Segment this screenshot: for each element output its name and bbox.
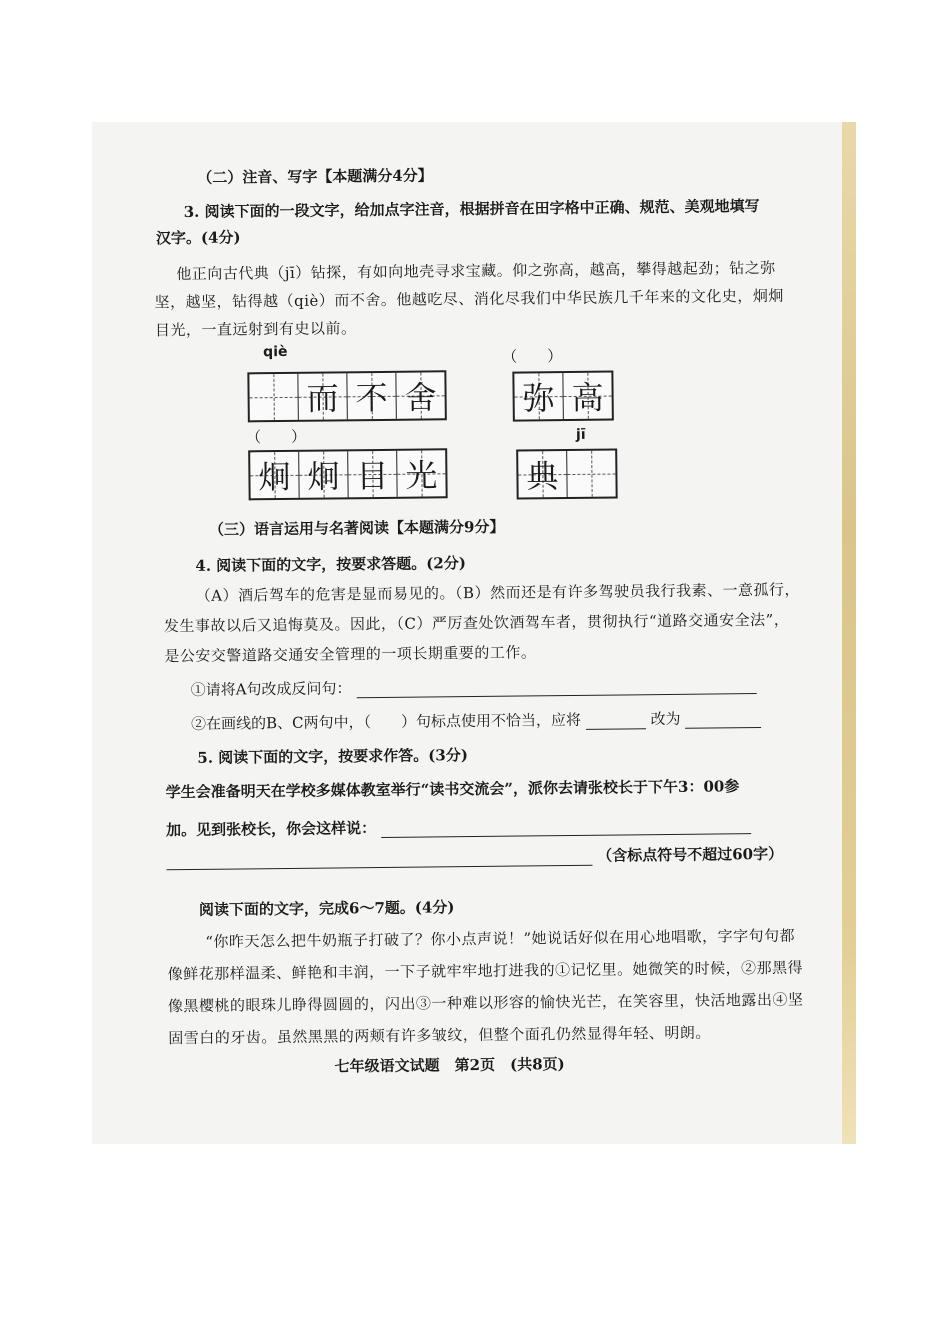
- q5-passage-text: 加。见到张校长，你会这样说：: [166, 819, 377, 840]
- q3-passage-line2: 坚，越坚，钻得越（qiè）而不舍。他越吃尽、消化尽我们中华民族几千年来的文化史，炯炯: [154, 286, 784, 312]
- q4-passage-line1: （A）酒后驾车的危害是显而易见的。（B）然而还是有许多驾驶员我行我素、一意孤行，: [195, 580, 801, 605]
- answer-line[interactable]: [685, 713, 761, 729]
- q4-subquestion-2-label: ②在画线的B、C两句中，（ ）句标点使用不恰当，应将: [190, 710, 582, 733]
- tianzige-row-qie-er-bu-she: [247, 370, 447, 422]
- pinyin-blank-mi: （ ）: [502, 347, 563, 366]
- section3-title: （三）语言运用与名著阅读【本题满分9分】: [208, 517, 505, 539]
- reading-instruction: 阅读下面的文字，完成6～7题。(4分): [198, 898, 455, 919]
- q5-answer-row-2: [166, 843, 783, 870]
- q4-passage-line3: 是公安交警道路交通安全管理的一项长期重要的工作。: [164, 643, 537, 666]
- q4-subquestion-2-label-b: 改为: [650, 709, 681, 729]
- answer-line[interactable]: [381, 819, 751, 838]
- q4-subquestion-1-label: ①请将A句改成反问句：: [190, 679, 352, 699]
- page-edge-strip: [842, 122, 856, 1144]
- q3-instruction-line2: 汉字。(4分): [155, 228, 241, 248]
- tianzige-cell: 炯: [250, 452, 299, 499]
- q4-subquestion-2: [191, 707, 762, 734]
- pinyin-qie: qiè: [263, 343, 288, 361]
- q4-subquestion-1: [191, 673, 757, 700]
- tianzige-cell: 高: [563, 373, 611, 420]
- q5-word-limit-note: （含标点符号不超过60字）: [597, 844, 784, 865]
- answer-line[interactable]: [586, 714, 646, 730]
- tianzige-row-jiong-jiong-mu-guang: [248, 448, 448, 500]
- tianzige-cell: 光: [397, 450, 445, 497]
- reading-passage-line1: “你昨天怎么把牛奶瓶子打破了？你小点声说！”她说话好似在用心地唱歌，字字句句都: [205, 926, 796, 951]
- reading-passage-line2: 像鲜花那样温柔、鲜艳和丰润，一下子就牢牢地打进我的①记忆里。她微笑的时候，②那黑得: [167, 958, 804, 984]
- tianzige-cell: 舍: [396, 372, 444, 419]
- q3-passage-line1: 他正向古代典（jī）钻探，有如向地壳寻求宝藏。仰之弥高，越高，攀得越起劲；钻之弥: [176, 258, 776, 284]
- reading-passage-line3: 像黑樱桃的眼珠儿睁得圆圆的，闪出③一种难以形容的愉快光芒，在笑容里，快活地露出④坚: [167, 990, 804, 1016]
- tianzige-cell: 而: [298, 373, 347, 420]
- tianzige-row-mi-gao: [512, 371, 614, 422]
- q3-passage-line3: 目光，一直远射到有史以前。: [154, 319, 357, 340]
- answer-line[interactable]: [166, 851, 592, 870]
- tianzige-cell: 目: [348, 451, 397, 498]
- tianzige-cell: 不: [347, 373, 396, 420]
- tianzige-cell-empty[interactable]: [249, 374, 298, 421]
- q5-passage-line2: [166, 813, 751, 840]
- q4-passage-line2: 发生事故以后又追悔莫及。因此，（C）严厉查处饮酒驾车者，贯彻执行“道路交通安全法”，: [163, 610, 790, 636]
- tianzige-cell-empty[interactable]: [567, 451, 615, 498]
- exam-page: [125, 146, 825, 1103]
- q4-instruction: 4. 阅读下面的文字，按要求答题。(2分): [195, 554, 466, 575]
- tianzige-row-dian: [516, 449, 618, 500]
- section2-title: （二）注音、写字【本题满分4分】: [197, 166, 433, 187]
- q3-instruction-line1: 3. 阅读下面的一段文字，给加点字注音，根据拼音在田字格中正确、规范、美观地填写: [183, 196, 760, 222]
- tianzige-cell: 典: [518, 451, 567, 498]
- tianzige-cell: 弥: [514, 373, 563, 420]
- answer-line[interactable]: [356, 679, 756, 698]
- q5-instruction: 5. 阅读下面的文字，按要求作答。(3分): [197, 746, 468, 767]
- page-footer: 七年级语文试题 第2页 (共8页): [334, 1055, 565, 1076]
- pinyin-blank-jiong: （ ）: [245, 427, 307, 447]
- reading-passage-line4: 固雪白的牙齿。虽然黑黑的两颊有许多皱纹，但整个面孔仍然显得年轻、明朗。: [168, 1023, 711, 1048]
- tianzige-cell: 炯: [299, 451, 348, 498]
- pinyin-ji: jī: [575, 426, 586, 443]
- q5-passage-line1: 学生会准备明天在学校多媒体教室举行“读书交流会”，派你去请张校长于下午3：00参: [165, 777, 740, 802]
